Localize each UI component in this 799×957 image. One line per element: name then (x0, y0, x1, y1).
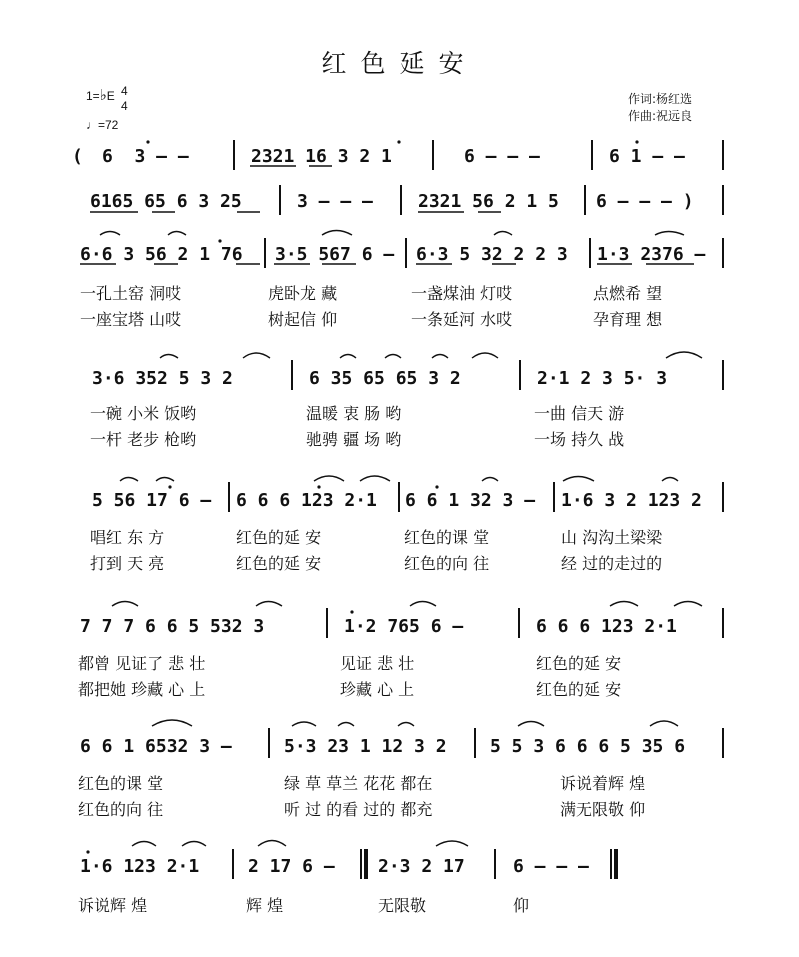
slur (655, 232, 684, 236)
lyric-verse-2: 孕育理 想 (593, 310, 663, 329)
measure: 6·6 3 56 2 1 76 (80, 244, 243, 265)
slur (360, 476, 390, 481)
measure: 2321 56 2 1 5 (418, 191, 559, 212)
slur (518, 722, 544, 727)
measure: 6165 65 6 3 25 (90, 191, 242, 212)
lyric-verse-2: 红色的向 往 (78, 800, 164, 819)
meter-bottom: 4 (121, 99, 128, 113)
lyric-verse-2: 树起信 仰 (268, 310, 338, 329)
slur (563, 477, 594, 482)
measure: 6 6 6 123 2·1 (236, 490, 377, 511)
slur (168, 232, 186, 236)
lyric-verse-1: 唱红 东 方 (90, 528, 165, 547)
measure: 5 5 3 6 6 6 5 35 6 (490, 736, 686, 757)
key-signature (86, 86, 115, 104)
lyric-verse-2: 一条延河 水哎 (411, 310, 513, 329)
staff-line-8 (0, 856, 799, 886)
measure: 1·6 123 2·1 (80, 856, 200, 877)
slur (120, 478, 138, 482)
slur (156, 478, 174, 482)
lyric-verse-1: 红色的课 堂 (78, 774, 164, 793)
measure: 3·6 352 5 3 2 (92, 368, 233, 389)
lyric-verse-2: 红色的向 往 (404, 554, 490, 573)
lyric-verse-2: 一杆 老步 枪哟 (90, 430, 197, 449)
slur (338, 723, 354, 727)
slur (258, 841, 286, 847)
final-bar-line (610, 849, 612, 879)
final-bar-line (614, 849, 618, 879)
quarter-note-icon: ♩ (86, 118, 98, 132)
bar-line (474, 728, 476, 758)
composer: 作曲:祝远良 (628, 109, 693, 123)
lyric-verse-2: 一场 持久 战 (534, 430, 625, 449)
lyric-verse-1: 仰 (513, 896, 530, 915)
octave-dot (168, 485, 171, 488)
measure: 6 6 1 6532 3 — (80, 736, 232, 757)
bar-line (398, 482, 400, 512)
slur (674, 602, 702, 607)
key-label: 1= (86, 89, 100, 103)
bar-line (326, 608, 328, 638)
measure: 6 — — — (464, 146, 540, 167)
bar-line (722, 608, 724, 638)
slur (482, 478, 498, 482)
slur (160, 355, 178, 359)
lyric-verse-2: 听 过 的看 过的 都充 (284, 800, 433, 819)
lyric-verse-1: 红色的延 安 (236, 528, 322, 547)
bar-line (722, 360, 724, 390)
bar-line (279, 185, 281, 215)
bar-line (268, 728, 270, 758)
octave-dot (397, 140, 400, 143)
slur (100, 232, 120, 236)
octave-dot (350, 610, 353, 613)
flat-icon: ♭ (99, 87, 107, 104)
bar-line (722, 728, 724, 758)
bar-line (400, 185, 402, 215)
bar-line (722, 185, 724, 215)
bar-line (519, 360, 521, 390)
song-title: 红色延安 (321, 49, 478, 78)
credits (628, 91, 692, 125)
bar-line (584, 185, 586, 215)
measure: 7 7 7 6 6 5 532 3 (80, 616, 265, 637)
lyric-verse-2: 都把她 珍藏 心 上 (78, 680, 206, 699)
bar-line (432, 140, 434, 170)
lyric-verse-1: 绿 草 草兰 花花 都在 (284, 774, 433, 793)
lyric-verse-1: 无限敬 (378, 896, 427, 915)
measure: 6 1 — — (609, 146, 685, 167)
lyric-verse-2: 红色的延 安 (236, 554, 322, 573)
measure: 6·3 5 32 2 2 3 (416, 244, 568, 265)
lyric-verse-1: 诉说着辉 煌 (560, 774, 646, 793)
bar-line (518, 608, 520, 638)
staff-line-6 (0, 616, 799, 646)
staff-line-1 (0, 146, 799, 176)
lyric-verse-1: 都曾 见证了 悲 壮 (78, 654, 206, 673)
measure: 6 6 1 32 3 — (405, 490, 536, 511)
lyric-verse-1: 一曲 信天 游 (534, 404, 625, 423)
slur (243, 353, 270, 358)
slur (610, 602, 638, 607)
measure: 2 17 6 — (248, 856, 335, 877)
measure: 3 — — — (297, 191, 373, 212)
slur (650, 721, 678, 726)
lyric-verse-1: 点燃希 望 (593, 284, 663, 303)
bar-line (589, 238, 591, 268)
slur (494, 232, 512, 236)
lyric-verse-2: 驰骋 疆 场 哟 (306, 430, 402, 449)
bar-line (291, 360, 293, 390)
measure: 6 3 — — (102, 146, 189, 167)
lyric-verse-2: 珍藏 心 上 (340, 680, 415, 699)
staff-line-3 (0, 244, 799, 274)
tempo-marking (86, 118, 118, 132)
slur (432, 355, 448, 359)
lyric-verse-2: 打到 天 亮 (90, 554, 165, 573)
measure: 2·1 2 3 5· 3 (537, 368, 668, 389)
slur (292, 722, 316, 726)
time-signature (121, 84, 128, 114)
lyric-verse-1: 见证 悲 壮 (340, 654, 415, 673)
measure: 2·3 2 17 (378, 856, 465, 877)
lyric-verse-1: 红色的延 安 (536, 654, 622, 673)
bar-line (494, 849, 496, 879)
bar-line (228, 482, 230, 512)
lyric-verse-1: 山 沟沟土梁梁 (561, 528, 663, 547)
slur (410, 602, 436, 607)
measure: 2321 16 3 2 1 (251, 146, 392, 167)
measure: 1·6 3 2 123 2 (561, 490, 702, 511)
lyric-verse-2: 经 过的走过的 (561, 554, 663, 573)
measure: 6 — — — ) (596, 191, 694, 212)
lyric-verse-1: 一碗 小米 饭哟 (90, 404, 197, 423)
repeat-bar-line (364, 849, 368, 879)
measure: 6 — — — (513, 856, 589, 877)
lyric-verse-2: 满无限敬 仰 (560, 800, 646, 819)
measure: 3·5 567 6 — (275, 244, 395, 265)
paren-open: ( (72, 146, 83, 167)
bar-line (405, 238, 407, 268)
slur (112, 602, 138, 607)
key-note: E (106, 89, 115, 103)
bar-line (722, 482, 724, 512)
slur (132, 842, 156, 847)
slur (662, 478, 678, 482)
measure: 1·2 765 6 — (344, 616, 464, 637)
lyric-verse-1: 红色的课 堂 (404, 528, 490, 547)
octave-dot (86, 850, 89, 853)
bar-line (591, 140, 593, 170)
lyric-verse-2: 红色的延 安 (536, 680, 622, 699)
slur (256, 602, 282, 607)
lyric-verse-1: 诉说辉 煌 (78, 896, 148, 915)
lyricist: 作词:杨红选 (628, 92, 693, 106)
measure: 6 6 6 123 2·1 (536, 616, 677, 637)
lyric-verse-1: 虎卧龙 藏 (268, 284, 338, 303)
lyric-verse-1: 一孔土窑 洞哎 (80, 284, 182, 303)
slur (182, 842, 206, 847)
lyric-verse-1: 一盏煤油 灯哎 (411, 284, 513, 303)
bar-line (264, 238, 266, 268)
lyric-verse-2: 一座宝塔 山哎 (80, 310, 182, 329)
repeat-bar-line (360, 849, 362, 879)
measure: 6 35 65 65 3 2 (309, 368, 461, 389)
octave-dot (317, 485, 320, 488)
lyric-verse-1: 辉 煌 (246, 896, 284, 915)
slur (152, 720, 192, 726)
lyric-verse-1: 温暖 衷 肠 哟 (306, 404, 402, 423)
octave-dot (146, 140, 149, 143)
slur (385, 355, 401, 359)
octave-dot (635, 140, 638, 143)
staff-line-4 (0, 368, 799, 398)
bar-line (722, 238, 724, 268)
meter-top: 4 (121, 84, 128, 98)
slur (314, 476, 344, 481)
slur (666, 352, 702, 358)
slur (436, 841, 468, 846)
slur (322, 231, 352, 236)
slur (472, 353, 498, 358)
bar-line (232, 849, 234, 879)
slur (340, 355, 356, 359)
octave-dot (435, 485, 438, 488)
tempo-value: =72 (98, 118, 119, 132)
octave-dot (218, 239, 221, 242)
measure: 1·3 2376 — (597, 244, 706, 265)
bar-line (553, 482, 555, 512)
bar-line (233, 140, 235, 170)
bar-line (722, 140, 724, 170)
measure: 5·3 23 1 12 3 2 (284, 736, 447, 757)
staff-line-7 (0, 736, 799, 766)
measure: 5 56 17 6 — (92, 490, 212, 511)
slur (398, 723, 414, 727)
